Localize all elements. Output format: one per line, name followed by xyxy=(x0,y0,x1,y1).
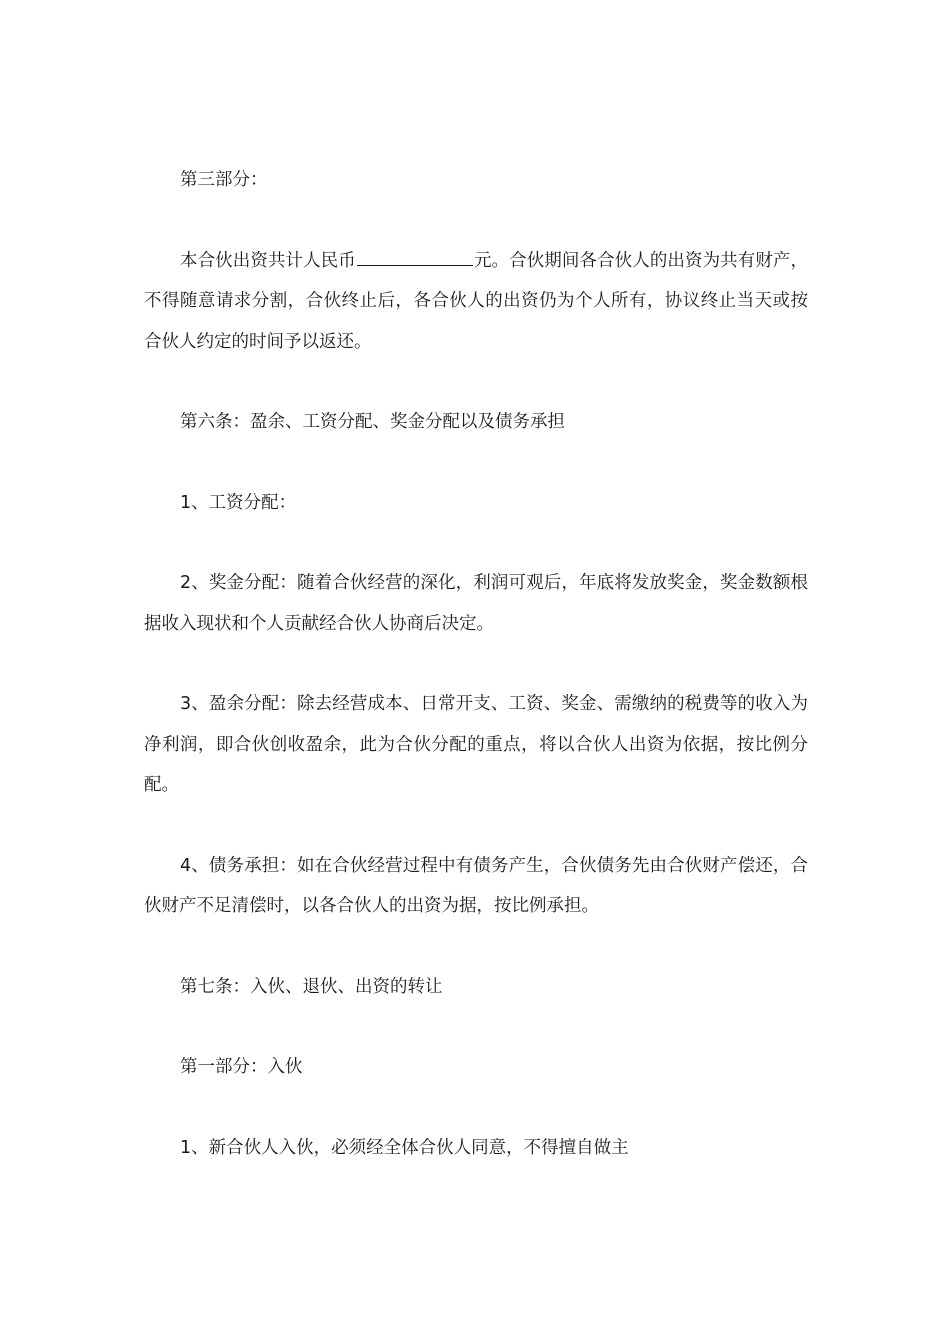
capital-text-after: 元。合伙期间各合伙人的出资为共有财产，不得随意请求分割，合伙终止后，各合伙人的出资仍为个人所有，协议终止当天或按合伙人约定的时间予以返还。 xyxy=(144,250,809,352)
capital-paragraph xyxy=(144,241,808,363)
document-body xyxy=(144,160,808,1208)
bonus-item: 2、奖金分配：随着合伙经营的深化，利润可观后，年底将发放奖金，奖金数额根据收入现状和个人贡献经合伙人协商后决定。 xyxy=(144,573,808,634)
article7-heading: 第七条：入伙、退伙、出资的转让 xyxy=(180,976,443,997)
capital-text-before: 本合伙出资共计人民币 xyxy=(180,250,356,271)
join-item-1: 1、新合伙人入伙，必须经全体合伙人同意，不得擅自做主 xyxy=(180,1137,629,1158)
surplus-item: 3、盈余分配：除去经营成本、日常开支、工资、奖金、需缴纳的税费等的收入为净利润，即合伙创收盈余，此为合伙分配的重点，将以合伙人出资为依据，按比例分配。 xyxy=(144,694,808,795)
salary-item: 1、工资分配： xyxy=(180,492,297,513)
part1-heading: 第一部分：入伙 xyxy=(180,1057,303,1077)
article6-heading: 第六条：盈余、工资分配、奖金分配以及债务承担 xyxy=(180,412,565,432)
part3-heading: 第三部分： xyxy=(180,170,268,190)
amount-blank-field xyxy=(357,245,473,266)
debt-item: 4、债务承担：如在合伙经营过程中有债务产生，合伙债务先由合伙财产偿还，合伙财产不足清偿时，以各合伙人的出资为据，按比例承担。 xyxy=(144,855,808,916)
